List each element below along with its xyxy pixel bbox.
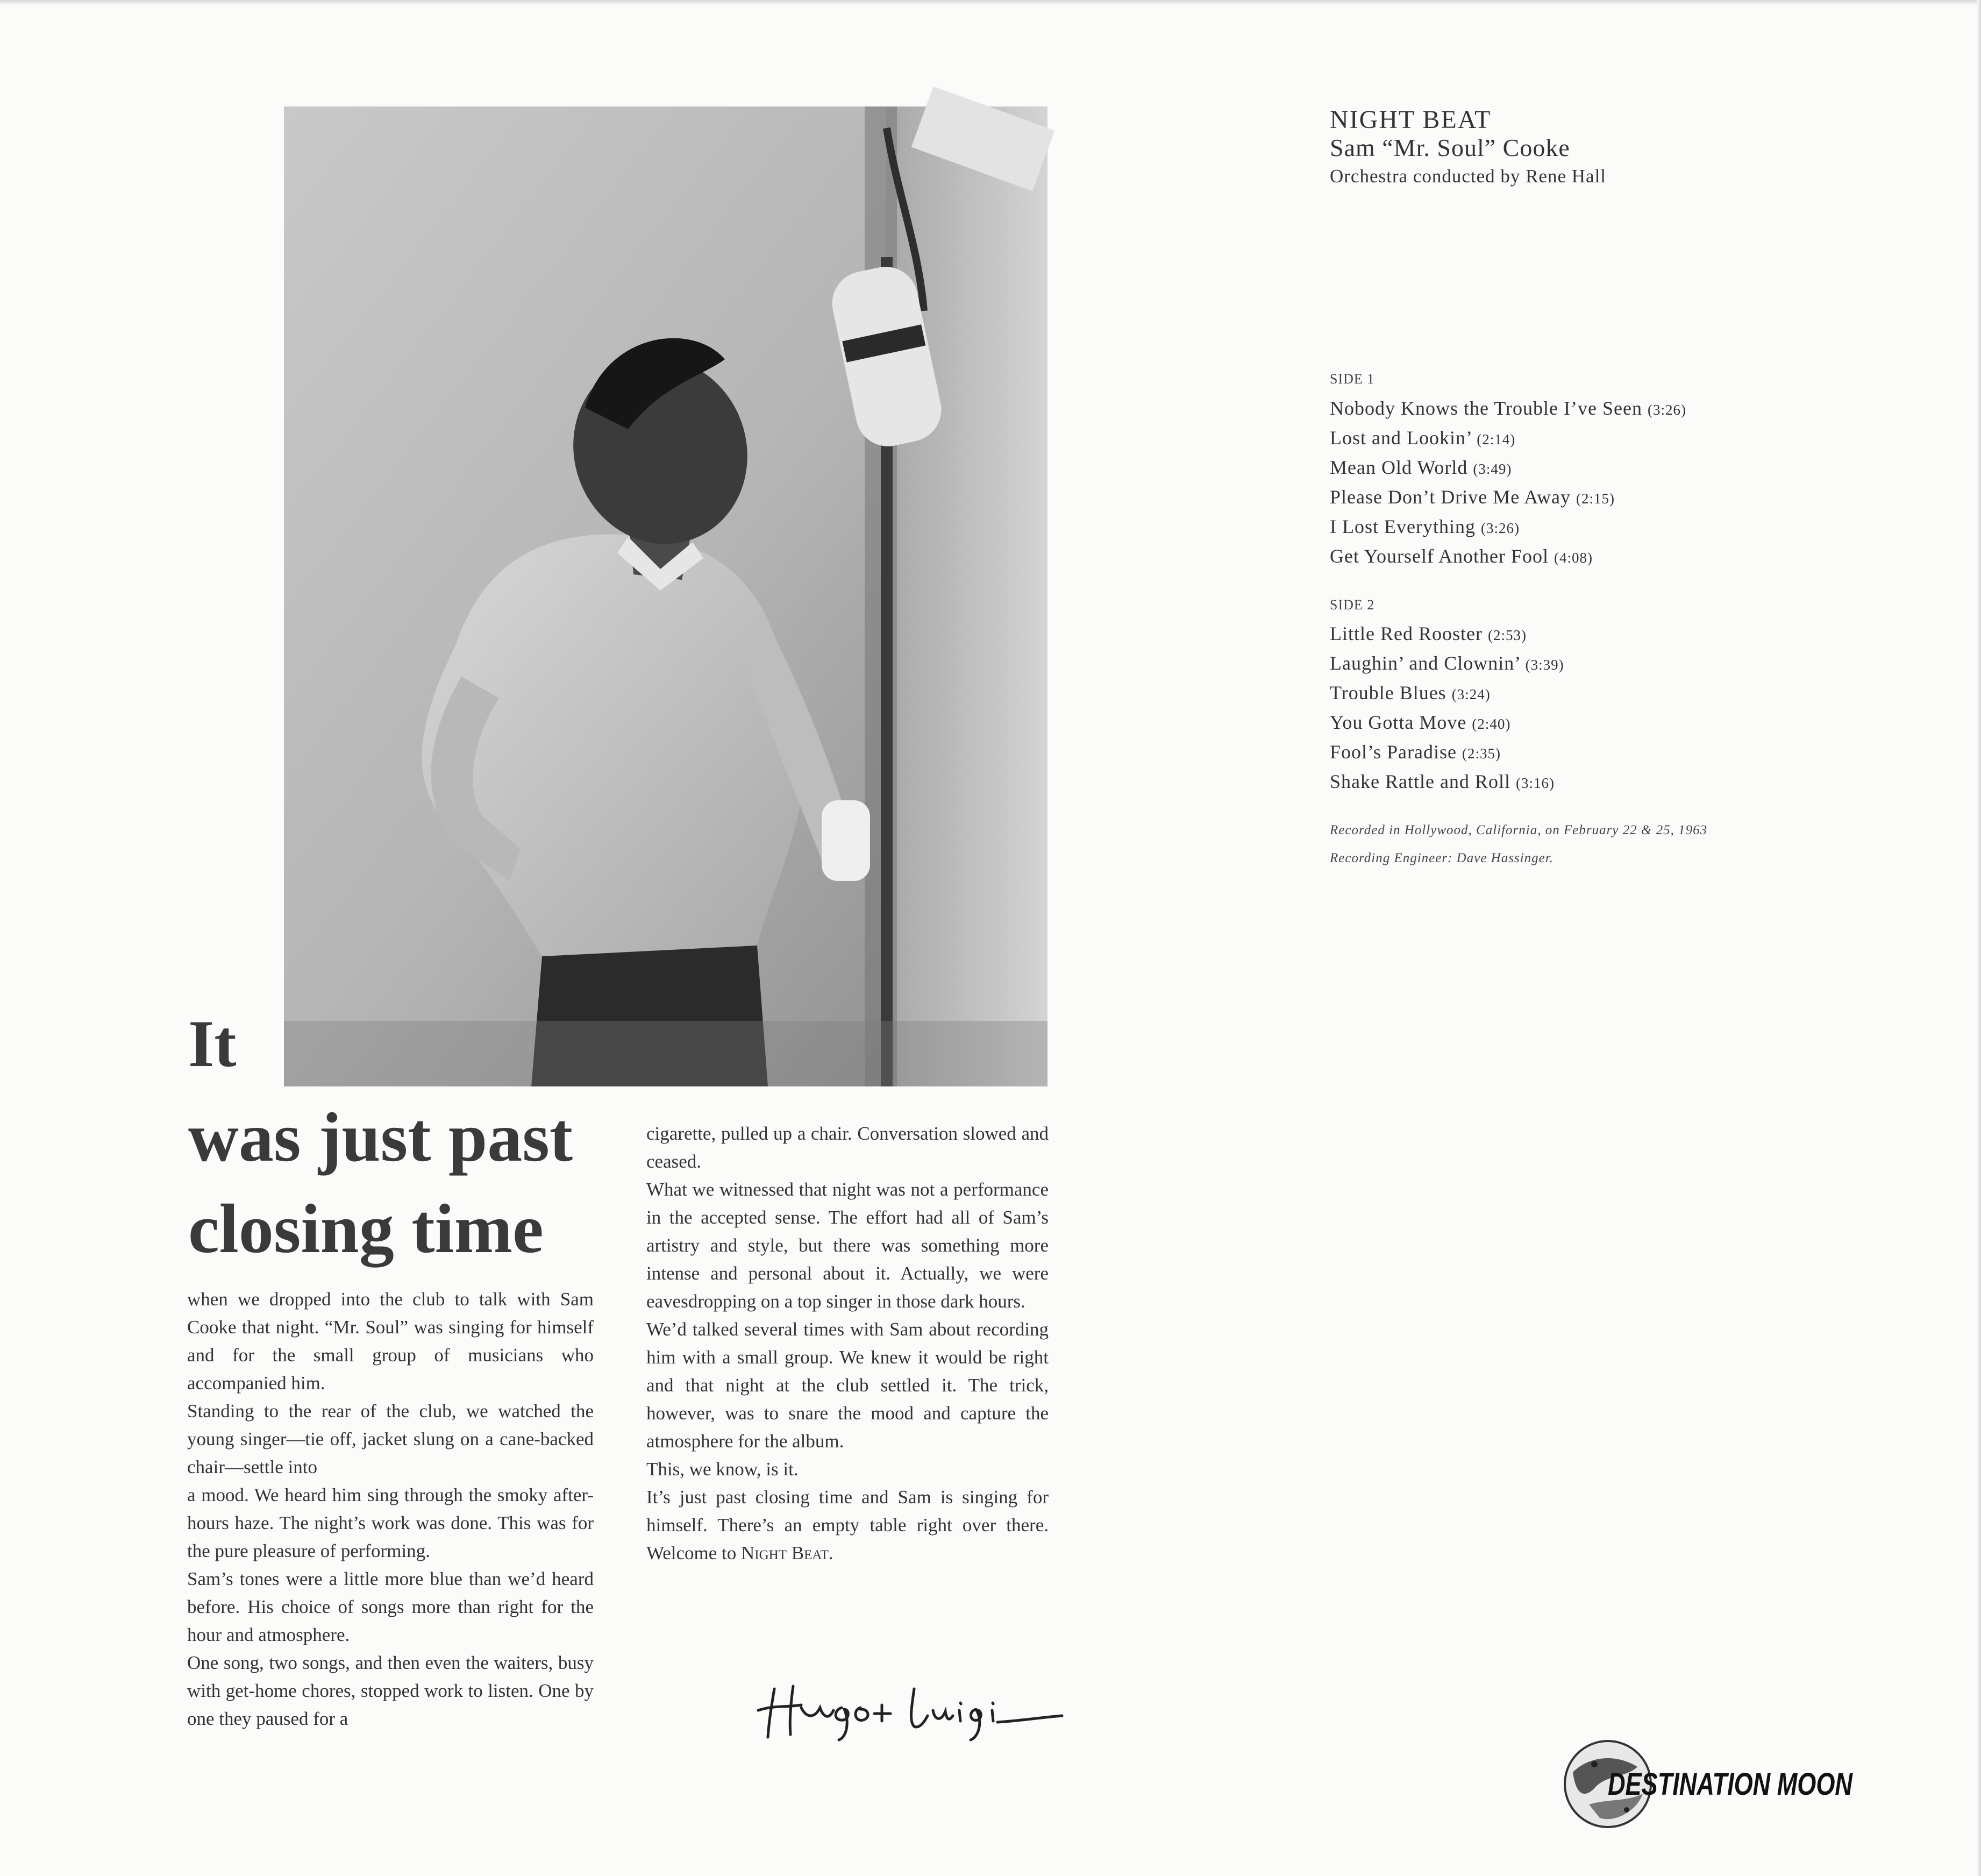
liner-paragraph-closing [646, 1483, 1049, 1567]
track-title: Shake Rattle and Roll [1330, 771, 1510, 792]
track-duration: (3:26) [1647, 402, 1686, 418]
track-title: Laughin’ and Clownin’ [1330, 652, 1520, 674]
logo-text: DESTINATION MOON [1608, 1767, 1853, 1802]
track-title: Nobody Knows the Trouble I’ve Seen [1330, 397, 1642, 419]
track-title: I Lost Everything [1330, 516, 1476, 537]
track-duration: (2:15) [1576, 491, 1615, 507]
track-title: Mean Old World [1330, 457, 1468, 478]
liner-paragraph: Sam’s tones were a little more blue than we’d heard before. His choice of songs more than right for the hour and atmosphere. [187, 1568, 594, 1645]
track-title: You Gotta Move [1330, 712, 1467, 733]
track-item [1330, 679, 1564, 708]
sleeve-top-edge [0, 0, 1981, 5]
recording-engineer-credit: Recording Engineer: Dave Hassinger. [1330, 851, 1554, 865]
track-title: Lost and Lookin’ [1330, 427, 1472, 449]
track-duration: (3:26) [1480, 520, 1520, 536]
track-item [1330, 768, 1564, 797]
track-duration: (2:40) [1472, 716, 1511, 732]
track-title: Please Don’t Drive Me Away [1330, 486, 1571, 508]
side-2-tracklist [1330, 620, 1564, 797]
track-duration: (3:49) [1473, 461, 1512, 477]
headline-it: It [188, 1007, 237, 1081]
hugo-and-luigi-signature [753, 1678, 1065, 1745]
track-duration: (2:53) [1487, 627, 1527, 643]
artist-name: Sam “Mr. Soul” Cooke [1330, 134, 1570, 161]
liner-paragraph: a mood. We heard him sing through the smoky after-hours haze. The night’s work was done. This was for the pure pleasure of performing. [187, 1484, 594, 1561]
side-1-label: SIDE 1 [1330, 371, 1375, 387]
track-item [1330, 453, 1686, 483]
closing-text: It’s just past closing time and Sam is singing for himself. There’s an empty table right over there. Welcome to [646, 1487, 1049, 1564]
recording-location-credit: Recorded in Hollywood, California, on February 22 & 25, 1963 [1330, 823, 1708, 837]
liner-paragraph: when we dropped into the club to talk with Sam Cooke that night. “Mr. Soul” was singing for himself and for the small group of musicians who accompanied him. [187, 1289, 594, 1394]
side-1-tracklist [1330, 394, 1686, 572]
liner-notes-right-column [646, 1120, 1049, 1567]
liner-paragraph: What we witnessed that night was not a performance in the accepted sense. The effort had all of Sam’s artistry and style, but there was something more intense and personal about it. Actually, we were eavesdropping on a top singer in those dark hours. [646, 1179, 1049, 1312]
singer-photo [284, 106, 1047, 1086]
track-duration: (2:14) [1477, 431, 1516, 447]
track-item [1330, 394, 1686, 424]
track-item [1330, 424, 1686, 453]
track-item [1330, 738, 1564, 768]
track-item [1330, 708, 1564, 738]
track-duration: (2:35) [1462, 745, 1501, 762]
track-title: Get Yourself Another Fool [1330, 545, 1549, 567]
track-title: Little Red Rooster [1330, 623, 1483, 644]
orchestra-credit: Orchestra conducted by Rene Hall [1330, 166, 1607, 187]
track-duration: (4:08) [1554, 550, 1593, 566]
track-title: Trouble Blues [1330, 682, 1446, 704]
headline-line-2: was just past [188, 1099, 573, 1176]
track-item [1330, 620, 1564, 649]
track-item [1330, 483, 1686, 513]
track-item [1330, 513, 1686, 542]
side-2-label: SIDE 2 [1330, 597, 1375, 613]
track-title: Fool’s Paradise [1330, 741, 1457, 763]
sleeve-right-edge [1977, 0, 1981, 1876]
liner-paragraph: One song, two songs, and then even the waiters, busy with get-home chores, stopped work to listen. One by one they paused for a [187, 1652, 594, 1729]
track-duration: (3:39) [1525, 657, 1564, 673]
closing-period: . [828, 1543, 833, 1564]
track-duration: (3:16) [1515, 775, 1555, 791]
destination-moon-logo [1557, 1735, 1858, 1831]
liner-paragraph: cigarette, pulled up a chair. Conversation slowed and ceased. [646, 1123, 1049, 1172]
singer-photo-illustration [284, 106, 1047, 1086]
liner-paragraph: Standing to the rear of the club, we watched the young singer—tie off, jacket slung on a cane-backed chair—settle into [187, 1401, 594, 1477]
track-item [1330, 542, 1686, 572]
album-name-inline: Night Beat [741, 1543, 829, 1564]
track-item [1330, 649, 1564, 679]
headline-line-3: closing time [188, 1190, 544, 1268]
liner-paragraph: This, we know, is it. [646, 1459, 799, 1480]
album-title: NIGHT BEAT [1330, 105, 1492, 134]
track-duration: (3:24) [1451, 686, 1491, 702]
liner-paragraph: We’d talked several times with Sam about recording him with a small group. We knew it would be right and that night at the club settled it. The trick, however, was to snare the mood and capture the atmosphere for the album. [646, 1319, 1049, 1452]
liner-notes-left-column [187, 1285, 594, 1733]
